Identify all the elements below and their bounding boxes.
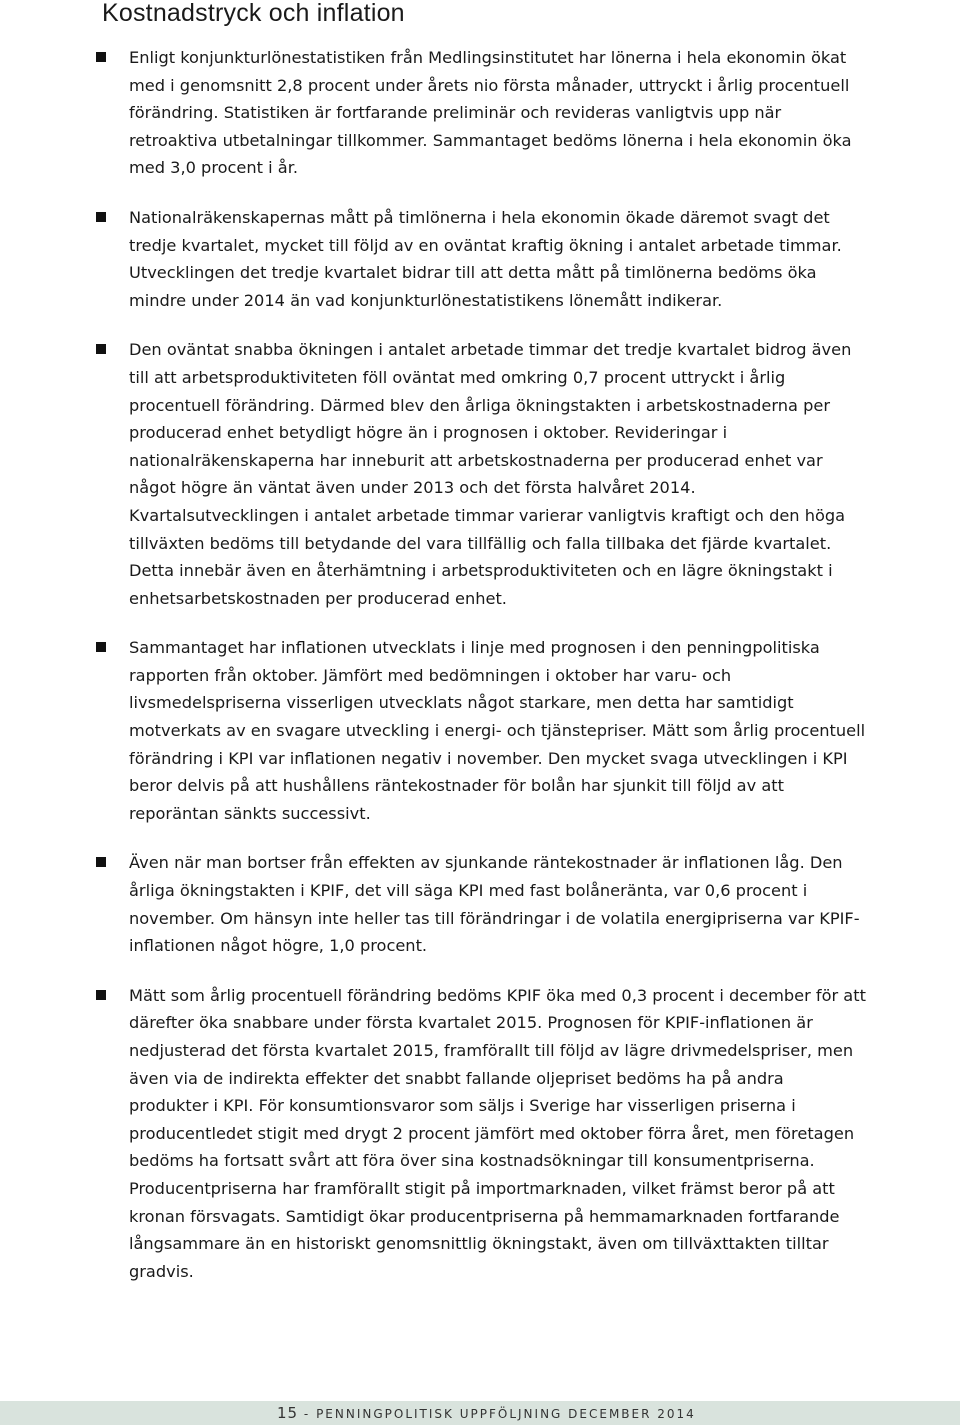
bullet-item (96, 44, 866, 182)
footer-separator: - (298, 1407, 317, 1421)
bullet-item (96, 336, 866, 612)
bullet-item (96, 204, 866, 314)
bullet-text: Nationalräkenskapernas mått på timlönerna i hela ekonomin ökade däremot svagt det tredje kvartalet, mycket till följd av en oväntat kraftig ökning i antalet arbetade timmar. Utvecklingen det tredje kvartalet bidrar till att detta mått på timlönerna bedöms öka mindre under 2014 än vad konjunkturlönestatistikens lönemått indikerar. (129, 207, 842, 310)
bullet-text: Mätt som årlig procentuell förändring bedöms KPIF öka med 0,3 procent i december för att därefter öka snabbare under första kvartalet 2015. Prognosen för KPIF-inflationen är nedjusterad det första kvartalet 2015, framförallt till följd av lägre drivmedelspriser, men även via de indirekta effekter det snabbt fallande oljepriset bedöms ha på andra produkter i KPI. För konsumtionsvaror som säljs i Sverige har visserligen priserna i producentledet stigit med drygt 2 procent jämfört med oktober förra året, men företagen bedöms ha fortsatt svårt att föra över sina kostnadsökningar till konsumentpriserna. Producentpriserna har framförallt stigit på importmarknaden, vilket främst beror på att kronan försvagats. Samtidigt ökar producentpriserna på hemmamarknaden fortfarande långsammare än en historiskt genomsnittlig ökningstakt, även om tillväxttakten tilltar gradvis. (129, 985, 866, 1281)
square-bullet-icon (96, 344, 106, 354)
bullet-item (96, 634, 866, 827)
page-number: 15 (277, 1404, 299, 1422)
square-bullet-icon (96, 642, 106, 652)
page-footer (0, 1401, 960, 1425)
page-title: Kostnadstryck och inflation (102, 0, 405, 27)
square-bullet-icon (96, 990, 106, 1000)
footer-text (277, 1404, 696, 1423)
publication-title: PENNINGPOLITISK UPPFÖLJNING DECEMBER 2014 (316, 1407, 696, 1421)
bullet-text: Även när man bortser från effekten av sjunkande räntekostnader är inflationen låg. Den årliga ökningstakten i KPIF, det vill säga KPI med fast bolåneränta, var 0,6 procent i november. Om hänsyn inte heller tas till förändringar i de volatila energipriserna var KPIF-inflationen något högre, 1,0 procent. (129, 853, 860, 956)
bullet-item (96, 982, 866, 1286)
square-bullet-icon (96, 857, 106, 867)
bullet-text: Den oväntat snabba ökningen i antalet arbetade timmar det tredje kvartalet bidrog även till att arbetsproduktiviteten föll oväntat med omkring 0,7 procent uttryckt i årlig procentuell förändring. Därmed blev den årliga ökningstakten i arbetskostnaderna per producerad enhet betydligt högre än i prognosen i oktober. Revideringar i nationalräkenskaperna har inneburit att arbetskostnaderna per producerad enhet var något högre än väntat även under 2013 och det första halvåret 2014. Kvartalsutvecklingen i antalet arbetade timmar varierar vanligtvis kraftigt och den höga tillväxten bedöms till betydande del vara tillfällig och falla tillbaka det fjärde kvartalet. Detta innebär även en återhämtning i arbetsproduktiviteten och en lägre ökningstakt i enhetsarbetskostnaden per producerad enhet. (129, 340, 852, 608)
bullet-item (96, 849, 866, 959)
bullet-text: Enligt konjunkturlönestatistiken från Medlingsinstitutet har lönerna i hela ekonomin ökat med i genomsnitt 2,8 procent under årets nio första månader, uttryckt i årlig procentuell förändring. Statistiken är fortfarande preliminär och revideras vanligtvis upp när retroaktiva utbetalningar tillkommer. Sammantaget bedöms lönerna i hela ekonomin öka med 3,0 procent i år. (129, 48, 852, 178)
bullet-list (96, 44, 866, 1307)
square-bullet-icon (96, 52, 106, 62)
square-bullet-icon (96, 212, 106, 222)
bullet-text: Sammantaget har inflationen utvecklats i linje med prognosen i den penningpolitiska rapporten från oktober. Jämfört med bedömningen i oktober har varu- och livsmedelspriserna visserligen utvecklats något starkare, men detta har samtidigt motverkats av en svagare utveckling i energi- och tjänstepriser. Mätt som årlig procentuell förändring i KPI var inflationen negativ i november. Den mycket svaga utvecklingen i KPI beror delvis på att hushållens räntekostnader för bolån har sjunkit till följd av att reporäntan sänkts successivt. (129, 638, 866, 823)
